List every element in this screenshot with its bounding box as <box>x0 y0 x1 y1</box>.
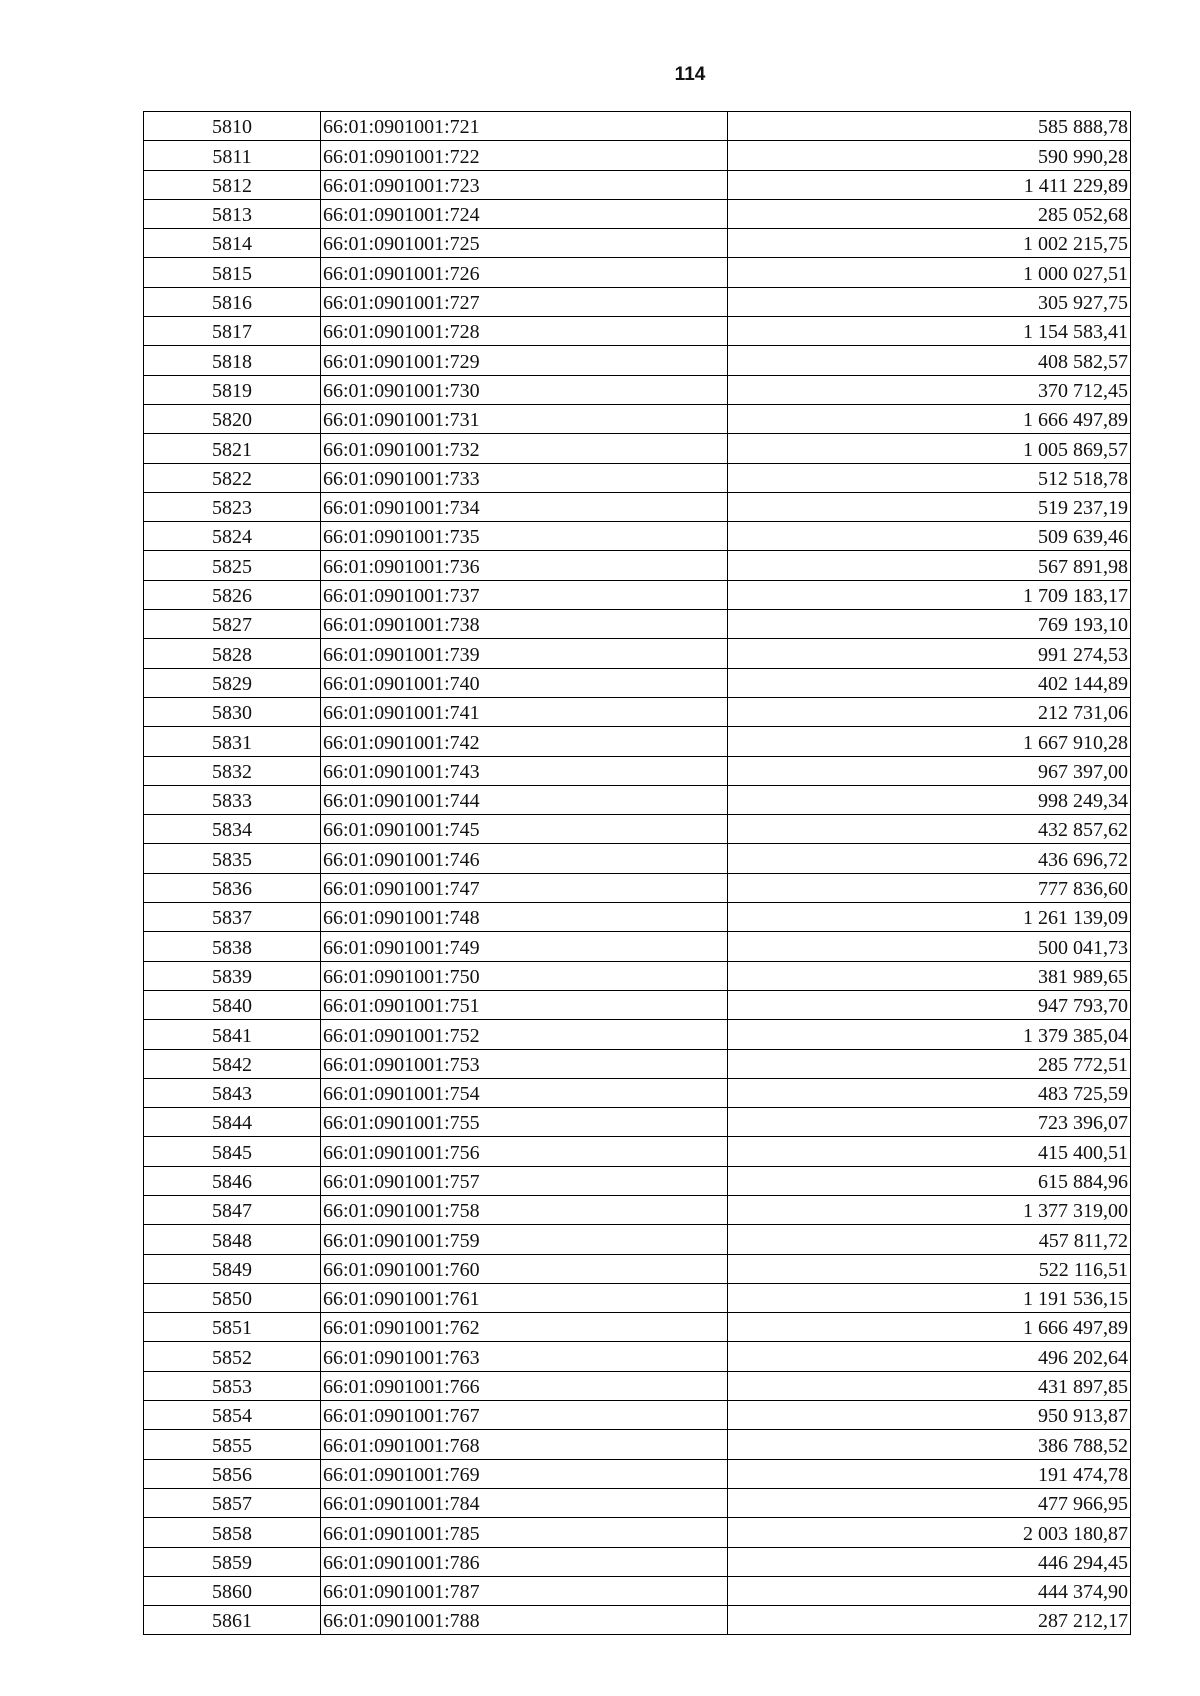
cadastral-number-cell: 66:01:0901001:736 <box>321 551 728 580</box>
cadastral-value-cell: 967 397,00 <box>728 756 1131 785</box>
cadastral-value-cell: 1 377 319,00 <box>728 1195 1131 1224</box>
cadastral-number-cell: 66:01:0901001:769 <box>321 1459 728 1488</box>
cadastral-value-cell: 1 000 027,51 <box>728 258 1131 287</box>
table-row <box>144 199 1131 228</box>
cadastral-number-cell: 66:01:0901001:763 <box>321 1342 728 1371</box>
cadastral-value-cell: 1 709 183,17 <box>728 580 1131 609</box>
cadastral-value-cell: 457 811,72 <box>728 1225 1131 1254</box>
cadastral-value-cell: 991 274,53 <box>728 639 1131 668</box>
table-row <box>144 1606 1131 1635</box>
row-number-cell: 5821 <box>144 434 321 463</box>
table-row <box>144 1371 1131 1400</box>
row-number-cell: 5818 <box>144 346 321 375</box>
table-row <box>144 1576 1131 1605</box>
row-number-cell: 5811 <box>144 141 321 170</box>
cadastral-value-cell: 1 261 139,09 <box>728 903 1131 932</box>
cadastral-value-cell: 777 836,60 <box>728 873 1131 902</box>
table-row <box>144 1195 1131 1224</box>
row-number-cell: 5854 <box>144 1401 321 1430</box>
row-number-cell: 5823 <box>144 492 321 521</box>
table-row <box>144 1430 1131 1459</box>
cadastral-number-cell: 66:01:0901001:760 <box>321 1254 728 1283</box>
row-number-cell: 5850 <box>144 1283 321 1312</box>
cadastral-value-cell: 567 891,98 <box>728 551 1131 580</box>
cadastral-number-cell: 66:01:0901001:755 <box>321 1108 728 1137</box>
cadastral-value-cell: 483 725,59 <box>728 1078 1131 1107</box>
row-number-cell: 5833 <box>144 785 321 814</box>
table-row <box>144 346 1131 375</box>
table-row <box>144 1020 1131 1049</box>
cadastral-number-cell: 66:01:0901001:738 <box>321 610 728 639</box>
table-row <box>144 317 1131 346</box>
table-row <box>144 903 1131 932</box>
row-number-cell: 5827 <box>144 610 321 639</box>
table-row <box>144 1459 1131 1488</box>
cadastral-number-cell: 66:01:0901001:724 <box>321 199 728 228</box>
row-number-cell: 5851 <box>144 1313 321 1342</box>
table-row <box>144 580 1131 609</box>
row-number-cell: 5857 <box>144 1488 321 1517</box>
cadastral-number-cell: 66:01:0901001:730 <box>321 375 728 404</box>
row-number-cell: 5812 <box>144 170 321 199</box>
row-number-cell: 5860 <box>144 1576 321 1605</box>
row-number-cell: 5843 <box>144 1078 321 1107</box>
cadastral-number-cell: 66:01:0901001:753 <box>321 1049 728 1078</box>
table-row <box>144 1518 1131 1547</box>
table-row <box>144 287 1131 316</box>
table-row <box>144 990 1131 1019</box>
table-row <box>144 668 1131 697</box>
cadastral-number-cell: 66:01:0901001:754 <box>321 1078 728 1107</box>
cadastral-value-cell: 370 712,45 <box>728 375 1131 404</box>
cadastral-value-cell: 2 003 180,87 <box>728 1518 1131 1547</box>
cadastral-number-cell: 66:01:0901001:759 <box>321 1225 728 1254</box>
cadastral-value-cell: 446 294,45 <box>728 1547 1131 1576</box>
cadastral-value-cell: 1 666 497,89 <box>728 404 1131 433</box>
table-row <box>144 1078 1131 1107</box>
row-number-cell: 5835 <box>144 844 321 873</box>
row-number-cell: 5820 <box>144 404 321 433</box>
cadastral-value-cell: 1 379 385,04 <box>728 1020 1131 1049</box>
cadastral-value-cell: 585 888,78 <box>728 112 1131 141</box>
row-number-cell: 5834 <box>144 815 321 844</box>
cadastral-number-cell: 66:01:0901001:761 <box>321 1283 728 1312</box>
cadastral-number-cell: 66:01:0901001:742 <box>321 727 728 756</box>
row-number-cell: 5856 <box>144 1459 321 1488</box>
cadastral-value-cell: 496 202,64 <box>728 1342 1131 1371</box>
cadastral-number-cell: 66:01:0901001:752 <box>321 1020 728 1049</box>
cadastral-number-cell: 66:01:0901001:768 <box>321 1430 728 1459</box>
cadastral-number-cell: 66:01:0901001:740 <box>321 668 728 697</box>
table-row <box>144 1488 1131 1517</box>
cadastral-value-cell: 285 052,68 <box>728 199 1131 228</box>
cadastral-number-cell: 66:01:0901001:785 <box>321 1518 728 1547</box>
row-number-cell: 5853 <box>144 1371 321 1400</box>
row-number-cell: 5840 <box>144 990 321 1019</box>
table-row <box>144 1225 1131 1254</box>
table-row <box>144 1254 1131 1283</box>
cadastral-value-cell: 415 400,51 <box>728 1137 1131 1166</box>
table-row <box>144 639 1131 668</box>
row-number-cell: 5849 <box>144 1254 321 1283</box>
table-row <box>144 697 1131 726</box>
cadastral-value-cell: 1 154 583,41 <box>728 317 1131 346</box>
page-number: 114 <box>674 64 706 85</box>
table-row <box>144 492 1131 521</box>
cadastral-number-cell: 66:01:0901001:732 <box>321 434 728 463</box>
row-number-cell: 5839 <box>144 961 321 990</box>
row-number-cell: 5832 <box>144 756 321 785</box>
table-row <box>144 1283 1131 1312</box>
cadastral-value-cell: 723 396,07 <box>728 1108 1131 1137</box>
table-row <box>144 258 1131 287</box>
row-number-cell: 5838 <box>144 932 321 961</box>
table-row <box>144 170 1131 199</box>
row-number-cell: 5816 <box>144 287 321 316</box>
row-number-cell: 5826 <box>144 580 321 609</box>
row-number-cell: 5822 <box>144 463 321 492</box>
cadastral-value-cell: 477 966,95 <box>728 1488 1131 1517</box>
cadastral-number-cell: 66:01:0901001:723 <box>321 170 728 199</box>
cadastral-value-cell: 1 002 215,75 <box>728 229 1131 258</box>
cadastral-value-cell: 402 144,89 <box>728 668 1131 697</box>
cadastral-number-cell: 66:01:0901001:721 <box>321 112 728 141</box>
cadastral-value-cell: 305 927,75 <box>728 287 1131 316</box>
cadastral-number-cell: 66:01:0901001:762 <box>321 1313 728 1342</box>
table-row <box>144 1137 1131 1166</box>
row-number-cell: 5831 <box>144 727 321 756</box>
cadastral-number-cell: 66:01:0901001:725 <box>321 229 728 258</box>
cadastral-value-cell: 522 116,51 <box>728 1254 1131 1283</box>
row-number-cell: 5836 <box>144 873 321 902</box>
cadastral-number-cell: 66:01:0901001:788 <box>321 1606 728 1635</box>
cadastral-number-cell: 66:01:0901001:744 <box>321 785 728 814</box>
row-number-cell: 5828 <box>144 639 321 668</box>
table-row <box>144 727 1131 756</box>
cadastral-value-cell: 1 666 497,89 <box>728 1313 1131 1342</box>
cadastral-value-cell: 998 249,34 <box>728 785 1131 814</box>
cadastral-value-cell: 769 193,10 <box>728 610 1131 639</box>
cadastral-number-cell: 66:01:0901001:747 <box>321 873 728 902</box>
cadastral-value-cell: 287 212,17 <box>728 1606 1131 1635</box>
cadastral-value-cell: 432 857,62 <box>728 815 1131 844</box>
cadastral-number-cell: 66:01:0901001:749 <box>321 932 728 961</box>
table-row <box>144 756 1131 785</box>
row-number-cell: 5830 <box>144 697 321 726</box>
cadastral-number-cell: 66:01:0901001:786 <box>321 1547 728 1576</box>
cadastral-value-cell: 386 788,52 <box>728 1430 1131 1459</box>
row-number-cell: 5845 <box>144 1137 321 1166</box>
cadastral-value-cell: 191 474,78 <box>728 1459 1131 1488</box>
cadastral-number-cell: 66:01:0901001:757 <box>321 1166 728 1195</box>
cadastral-number-cell: 66:01:0901001:748 <box>321 903 728 932</box>
cadastral-number-cell: 66:01:0901001:729 <box>321 346 728 375</box>
row-number-cell: 5819 <box>144 375 321 404</box>
cadastral-value-cell: 1 005 869,57 <box>728 434 1131 463</box>
table-row <box>144 815 1131 844</box>
cadastral-value-cell: 212 731,06 <box>728 697 1131 726</box>
table-row <box>144 1166 1131 1195</box>
row-number-cell: 5848 <box>144 1225 321 1254</box>
row-number-cell: 5846 <box>144 1166 321 1195</box>
table-row <box>144 522 1131 551</box>
cadastral-number-cell: 66:01:0901001:746 <box>321 844 728 873</box>
cadastral-number-cell: 66:01:0901001:787 <box>321 1576 728 1605</box>
cadastral-number-cell: 66:01:0901001:766 <box>321 1371 728 1400</box>
cadastral-value-cell: 1 191 536,15 <box>728 1283 1131 1312</box>
row-number-cell: 5814 <box>144 229 321 258</box>
cadastral-value-table <box>143 111 1131 1635</box>
cadastral-number-cell: 66:01:0901001:734 <box>321 492 728 521</box>
row-number-cell: 5859 <box>144 1547 321 1576</box>
table-row <box>144 1108 1131 1137</box>
cadastral-number-cell: 66:01:0901001:731 <box>321 404 728 433</box>
table-row <box>144 1049 1131 1078</box>
cadastral-value-cell: 285 772,51 <box>728 1049 1131 1078</box>
table-row <box>144 434 1131 463</box>
cadastral-number-cell: 66:01:0901001:739 <box>321 639 728 668</box>
row-number-cell: 5844 <box>144 1108 321 1137</box>
cadastral-value-cell: 1 411 229,89 <box>728 170 1131 199</box>
cadastral-number-cell: 66:01:0901001:728 <box>321 317 728 346</box>
table-row <box>144 844 1131 873</box>
cadastral-value-cell: 381 989,65 <box>728 961 1131 990</box>
table-row <box>144 141 1131 170</box>
cadastral-value-cell: 444 374,90 <box>728 1576 1131 1605</box>
table-row <box>144 932 1131 961</box>
table-row <box>144 961 1131 990</box>
cadastral-number-cell: 66:01:0901001:750 <box>321 961 728 990</box>
table-row <box>144 1342 1131 1371</box>
row-number-cell: 5813 <box>144 199 321 228</box>
cadastral-value-cell: 947 793,70 <box>728 990 1131 1019</box>
row-number-cell: 5842 <box>144 1049 321 1078</box>
row-number-cell: 5858 <box>144 1518 321 1547</box>
cadastral-number-cell: 66:01:0901001:726 <box>321 258 728 287</box>
cadastral-number-cell: 66:01:0901001:751 <box>321 990 728 1019</box>
cadastral-value-cell: 1 667 910,28 <box>728 727 1131 756</box>
cadastral-value-cell: 950 913,87 <box>728 1401 1131 1430</box>
table-row <box>144 1547 1131 1576</box>
table-row <box>144 463 1131 492</box>
row-number-cell: 5855 <box>144 1430 321 1459</box>
table-row <box>144 229 1131 258</box>
cadastral-number-cell: 66:01:0901001:743 <box>321 756 728 785</box>
table-row <box>144 112 1131 141</box>
cadastral-value-cell: 408 582,57 <box>728 346 1131 375</box>
row-number-cell: 5837 <box>144 903 321 932</box>
table-row <box>144 551 1131 580</box>
cadastral-value-cell: 512 518,78 <box>728 463 1131 492</box>
cadastral-number-cell: 66:01:0901001:733 <box>321 463 728 492</box>
row-number-cell: 5815 <box>144 258 321 287</box>
cadastral-value-cell: 519 237,19 <box>728 492 1131 521</box>
row-number-cell: 5810 <box>144 112 321 141</box>
cadastral-value-cell: 500 041,73 <box>728 932 1131 961</box>
row-number-cell: 5861 <box>144 1606 321 1635</box>
table-row <box>144 785 1131 814</box>
cadastral-number-cell: 66:01:0901001:745 <box>321 815 728 844</box>
cadastral-number-cell: 66:01:0901001:756 <box>321 1137 728 1166</box>
row-number-cell: 5829 <box>144 668 321 697</box>
cadastral-value-cell: 509 639,46 <box>728 522 1131 551</box>
cadastral-number-cell: 66:01:0901001:727 <box>321 287 728 316</box>
cadastral-number-cell: 66:01:0901001:737 <box>321 580 728 609</box>
row-number-cell: 5852 <box>144 1342 321 1371</box>
cadastral-value-cell: 436 696,72 <box>728 844 1131 873</box>
cadastral-number-cell: 66:01:0901001:722 <box>321 141 728 170</box>
cadastral-number-cell: 66:01:0901001:767 <box>321 1401 728 1430</box>
table-body <box>144 112 1131 1635</box>
table-row <box>144 873 1131 902</box>
row-number-cell: 5847 <box>144 1195 321 1224</box>
row-number-cell: 5824 <box>144 522 321 551</box>
cadastral-number-cell: 66:01:0901001:784 <box>321 1488 728 1517</box>
cadastral-number-cell: 66:01:0901001:758 <box>321 1195 728 1224</box>
cadastral-value-cell: 431 897,85 <box>728 1371 1131 1400</box>
table-row <box>144 1313 1131 1342</box>
cadastral-value-cell: 615 884,96 <box>728 1166 1131 1195</box>
row-number-cell: 5817 <box>144 317 321 346</box>
cadastral-number-cell: 66:01:0901001:741 <box>321 697 728 726</box>
table-row <box>144 1401 1131 1430</box>
row-number-cell: 5825 <box>144 551 321 580</box>
row-number-cell: 5841 <box>144 1020 321 1049</box>
cadastral-value-cell: 590 990,28 <box>728 141 1131 170</box>
cadastral-number-cell: 66:01:0901001:735 <box>321 522 728 551</box>
table-row <box>144 404 1131 433</box>
table-row <box>144 610 1131 639</box>
table-row <box>144 375 1131 404</box>
